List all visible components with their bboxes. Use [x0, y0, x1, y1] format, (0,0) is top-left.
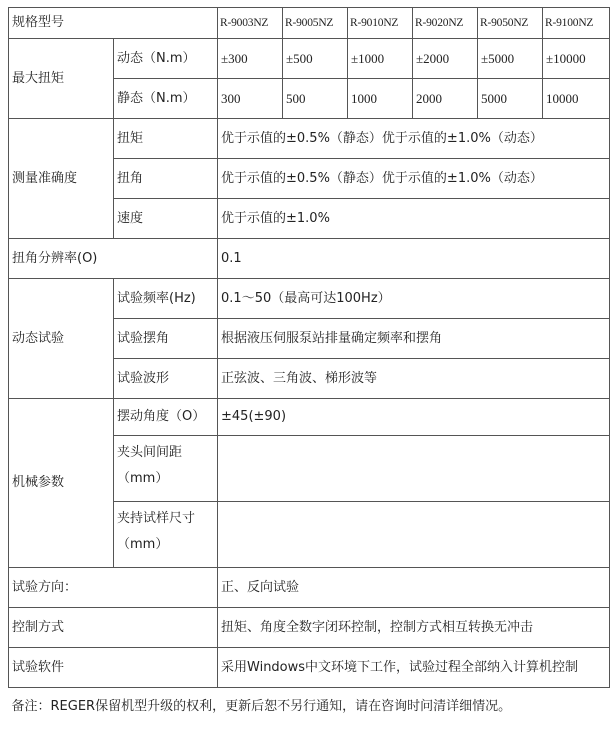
dynamic-test-label: 动态试验	[9, 279, 114, 399]
mechanical-label: 机械参数	[9, 399, 114, 568]
table-row-torque-dynamic	[9, 39, 610, 79]
table-row-accuracy-torque	[9, 119, 610, 159]
static-torque-value: 300	[218, 79, 283, 119]
table-row-direction	[9, 568, 610, 608]
accuracy-row-label: 扭角	[114, 159, 218, 199]
static-torque-label: 静态（N.m）	[114, 79, 218, 119]
dynamic-test-row-label: 试验频率(Hz)	[114, 279, 218, 319]
table-row-dynamic-frequency	[9, 279, 610, 319]
dynamic-torque-value: ±500	[283, 39, 348, 79]
dynamic-torque-value: ±300	[218, 39, 283, 79]
dynamic-test-row-label: 试验摆角	[114, 319, 218, 359]
dynamic-test-row-value: 正弦波、三角波、梯形波等	[218, 359, 610, 399]
dynamic-torque-value: ±1000	[348, 39, 413, 79]
model-cell: R-9050NZ	[478, 8, 543, 39]
max-torque-label: 最大扭矩	[9, 39, 114, 119]
dynamic-test-row-label: 试验波形	[114, 359, 218, 399]
static-torque-value: 1000	[348, 79, 413, 119]
accuracy-row-label: 速度	[114, 199, 218, 239]
model-cell: R-9100NZ	[543, 8, 610, 39]
table-row-mechanical-swing	[9, 399, 610, 436]
mechanical-row-label: 夹持试样尺寸（mm）	[114, 502, 218, 568]
table-row-control	[9, 608, 610, 648]
dynamic-test-row-value: 0.1～50（最高可达100Hz）	[218, 279, 610, 319]
table-row-models	[9, 8, 610, 39]
mechanical-row-label: 夹头间间距（mm）	[114, 436, 218, 502]
table-row-software	[9, 648, 610, 688]
dynamic-torque-label: 动态（N.m）	[114, 39, 218, 79]
mechanical-row-label: 摆动角度（O）	[114, 399, 218, 436]
spec-table	[8, 7, 610, 726]
mechanical-row-value: ±45(±90)	[218, 399, 610, 436]
control-value: 扭矩、角度全数字闭环控制，控制方式相互转换无冲击	[218, 608, 610, 648]
software-label: 试验软件	[9, 648, 218, 688]
accuracy-row-label: 扭矩	[114, 119, 218, 159]
control-label: 控制方式	[9, 608, 218, 648]
dynamic-torque-value: ±2000	[413, 39, 478, 79]
note-text: 备注：REGER保留机型升级的权利，更新后恕不另行通知，请在咨询时问清详细情况。	[9, 688, 610, 726]
table-row-resolution	[9, 239, 610, 279]
table-row-note	[9, 688, 610, 726]
resolution-value: 0.1	[218, 239, 610, 279]
static-torque-value: 5000	[478, 79, 543, 119]
software-value: 采用Windows中文环境下工作，试验过程全部纳入计算机控制	[218, 648, 610, 688]
model-cell: R-9020NZ	[413, 8, 478, 39]
static-torque-value: 10000	[543, 79, 610, 119]
direction-label: 试验方向：	[9, 568, 218, 608]
dynamic-torque-value: ±10000	[543, 39, 610, 79]
mechanical-row-value	[218, 436, 610, 502]
accuracy-row-value: 优于示值的±0.5%（静态）优于示值的±1.0%（动态）	[218, 159, 610, 199]
model-cell: R-9003NZ	[218, 8, 283, 39]
static-torque-value: 500	[283, 79, 348, 119]
direction-value: 正、反向试验	[218, 568, 610, 608]
model-header-label: 规格型号	[9, 8, 218, 39]
accuracy-row-value: 优于示值的±0.5%（静态）优于示值的±1.0%（动态）	[218, 119, 610, 159]
model-cell: R-9005NZ	[283, 8, 348, 39]
model-cell: R-9010NZ	[348, 8, 413, 39]
mechanical-row-value	[218, 502, 610, 568]
resolution-label: 扭角分辨率(O)	[9, 239, 218, 279]
static-torque-value: 2000	[413, 79, 478, 119]
accuracy-label: 测量准确度	[9, 119, 114, 239]
dynamic-test-row-value: 根据液压伺服泵站排量确定频率和摆角	[218, 319, 610, 359]
accuracy-row-value: 优于示值的±1.0%	[218, 199, 610, 239]
dynamic-torque-value: ±5000	[478, 39, 543, 79]
